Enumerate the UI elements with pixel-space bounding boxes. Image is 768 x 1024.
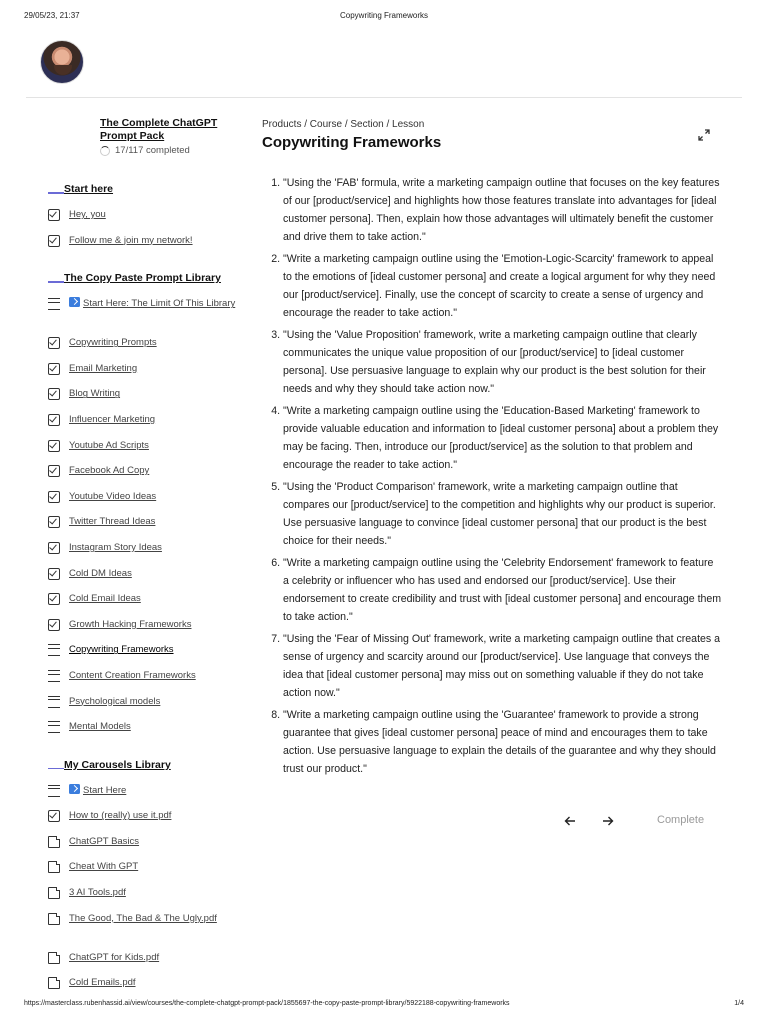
file-icon: [48, 861, 60, 873]
check-icon: [48, 337, 60, 349]
lines-icon: [48, 696, 60, 708]
check-icon: [48, 491, 60, 503]
sidebar-lesson-item[interactable]: [48, 336, 244, 362]
sidebar-lesson-text: ChatGPT for Kids.pdf: [69, 951, 160, 963]
file-icon: [48, 952, 60, 964]
sidebar-lesson-item[interactable]: [48, 490, 244, 516]
sidebar-lesson-text: Mental Models: [69, 721, 131, 733]
sidebar-lesson-label: [69, 412, 155, 427]
lesson-content: [262, 174, 722, 782]
check-icon: [48, 209, 60, 221]
check-icon: [48, 414, 60, 426]
expand-icon[interactable]: [698, 129, 710, 141]
file-icon: [48, 836, 60, 848]
prompt-item: 6. "Write a marketing campaign outline using the 'Celebrity Endorsement' framework to feature a celebrity or influencer who has used and endorsed our [product/service]. Use their endorsement to create credibility and trust with [ideal customer persona] and encourage them to take action.": [283, 554, 722, 626]
check-icon: [48, 516, 60, 528]
check-icon: [48, 388, 60, 400]
sidebar-lesson-item[interactable]: [48, 784, 244, 810]
sidebar-section-title[interactable]: [48, 182, 244, 196]
sidebar-lesson-label: [69, 566, 132, 581]
prompt-item: 1. "Using the 'FAB' formula, write a marketing campaign outline that focuses on the key features of our [product/service] and highlights how those features translate into advantages for [ideal customer persona]. Then, explain how those advantages will ultimately benefit the customer and drive them to take action.": [283, 174, 722, 246]
arrow-emoji-icon: [69, 297, 80, 307]
sidebar-lesson-text: Cheat With GPT: [69, 861, 139, 873]
sidebar-section: [48, 182, 244, 259]
sidebar-lesson-item[interactable]: [48, 464, 244, 490]
sidebar-lesson-label: [69, 489, 156, 504]
check-icon: [48, 235, 60, 247]
print-date: 29/05/23, 21:37: [24, 11, 80, 20]
sidebar-section: [48, 758, 244, 1002]
sidebar-lesson-text: Content Creation Frameworks: [69, 669, 196, 681]
sidebar-lesson-label: [69, 296, 235, 311]
sidebar-lesson-item[interactable]: [48, 515, 244, 541]
sidebar-lesson-label: [69, 438, 149, 453]
lines-icon: [48, 298, 60, 310]
sidebar-lesson-item[interactable]: [48, 413, 244, 439]
sidebar-lesson-label: [69, 783, 126, 798]
check-icon: [48, 440, 60, 452]
lesson-nav: [562, 813, 722, 831]
check-icon: [48, 568, 60, 580]
prompt-item: 7. "Using the 'Fear of Missing Out' framework, write a marketing campaign outline that creates a sense of urgency and scarcity around our [product/service]. Use language that conveys the idea that [ideal customer persona] may miss out on something valuable if they do not take action now.": [283, 630, 722, 702]
sidebar-lesson-label: [69, 719, 131, 734]
sidebar-lesson-item[interactable]: [48, 234, 244, 260]
sidebar-lesson-text: Twitter Thread Ideas: [69, 516, 156, 528]
breadcrumb: Products / Course / Section / Lesson: [262, 119, 425, 130]
sidebar-lesson-text: Facebook Ad Copy: [69, 465, 150, 477]
sidebar-lesson-text: Cold Email Ideas: [69, 593, 141, 605]
sidebar-lesson-item[interactable]: [48, 567, 244, 593]
sidebar-lesson-label: [69, 514, 155, 529]
sidebar-lesson-label: [69, 975, 136, 990]
print-header: [24, 11, 744, 23]
sidebar-lesson-text: Email Marketing: [69, 362, 138, 374]
sidebar-lesson-item[interactable]: [48, 809, 244, 835]
file-icon: [48, 977, 60, 989]
sidebar-lesson-item[interactable]: [48, 720, 244, 746]
sidebar-lesson-label: [69, 859, 138, 874]
sidebar-lesson-label: [69, 335, 157, 350]
complete-button[interactable]: Complete: [657, 814, 705, 826]
progress-text: 17/117 completed: [115, 145, 190, 156]
sidebar-lesson-item[interactable]: [48, 976, 244, 1002]
sidebar-lesson-text: Start Here: The Limit Of This Library: [83, 298, 236, 310]
print-footer: [24, 1000, 744, 1010]
check-icon: [48, 619, 60, 631]
check-icon: [48, 465, 60, 477]
lines-icon: [48, 670, 60, 682]
print-page-number: 1/4: [734, 1000, 744, 1007]
sidebar-lesson-label: [69, 361, 137, 376]
sidebar-lesson-item[interactable]: [48, 592, 244, 618]
sidebar-lesson-label: [69, 591, 141, 606]
prompt-item: 3. "Using the 'Value Proposition' framework, write a marketing campaign outline that clearly communicates the unique value proposition of our [product/service] to [ideal customer persona]. Use persuasive language to explain why our product is the best solution for their needs and why they should take action now.": [283, 326, 722, 398]
sidebar-lesson-item[interactable]: [48, 886, 244, 912]
lines-icon: [48, 785, 60, 797]
sidebar-lesson-text: The Good, The Bad & The Ugly.pdf: [69, 912, 217, 924]
sidebar-section-title[interactable]: [48, 758, 244, 772]
prompt-item: 5. "Using the 'Product Comparison' framework, write a marketing campaign outline that compares our [product/service] to the competition and highlights why our product is superior. Use persuasive language to convince [ideal customer persona] that our product is the best choice for their needs.": [283, 478, 722, 550]
sidebar-lesson-label: [69, 808, 171, 823]
sidebar-lesson-text: Copywriting Frameworks: [69, 644, 174, 656]
previous-lesson-arrow-icon[interactable]: [564, 815, 576, 827]
sidebar-lesson-item[interactable]: [48, 439, 244, 465]
page-title: Copywriting Frameworks: [262, 134, 442, 151]
sidebar-lesson-text: Copywriting Prompts: [69, 337, 157, 349]
sidebar-lesson-text: Youtube Ad Scripts: [69, 439, 149, 451]
sidebar-lesson-text: Psychological models: [69, 695, 161, 707]
section-accent-bar: [48, 768, 64, 770]
sidebar-lesson-item[interactable]: [48, 387, 244, 413]
lines-icon: [48, 721, 60, 733]
section-accent-bar: [48, 281, 64, 283]
sidebar-lesson-text: Influencer Marketing: [69, 413, 156, 425]
sidebar-lesson-label: [69, 540, 162, 555]
file-icon: [48, 887, 60, 899]
sidebar-lesson-label: [69, 207, 106, 222]
sidebar-lesson-label: [69, 463, 149, 478]
print-title: Copywriting Frameworks: [339, 11, 429, 20]
sidebar-lesson-item[interactable]: [48, 541, 244, 567]
sidebar-lesson-text: 3 AI Tools.pdf: [69, 887, 126, 899]
sidebar-section-title-text: My Carousels Library: [64, 758, 171, 771]
header-divider: [26, 97, 742, 98]
section-list: [48, 182, 244, 1002]
check-icon: [48, 542, 60, 554]
sidebar-lesson-text: ChatGPT Basics: [69, 835, 140, 847]
prompt-item: 4. "Write a marketing campaign outline using the 'Education-Based Marketing' framework to provide valuable education and information to [ideal customer persona] about a problem they may be facing. Then, introduce our [product/service] as the solution to that problem and encourage the reader to take action.": [283, 402, 722, 474]
check-icon: [48, 810, 60, 822]
sidebar-lesson-item[interactable]: [48, 297, 244, 336]
sidebar-lesson-text: Hey, you: [69, 209, 106, 220]
course-progress: [100, 145, 244, 156]
sidebar-lesson-label: [69, 668, 196, 683]
course-title[interactable]: The Complete ChatGPT Prompt Pack: [100, 117, 218, 142]
sidebar-lesson-text: Follow me & join my network!: [69, 234, 193, 246]
lines-icon: [48, 644, 60, 656]
sidebar-lesson-label: [69, 694, 160, 709]
sidebar-lesson-item[interactable]: [48, 643, 244, 669]
sidebar-lesson-item[interactable]: [48, 860, 244, 886]
sidebar-lesson-text: Cold DM Ideas: [69, 567, 132, 579]
sidebar-lesson-label: [69, 885, 126, 900]
course-sidebar: [48, 112, 244, 1002]
print-url: https://masterclass.rubenhassid.ai/view/courses/the-complete-chatgpt-prompt-pack/1855697-the-copy-paste-prompt-library/5922188-copywriting-frameworks: [24, 1000, 510, 1007]
check-icon: [48, 593, 60, 605]
sidebar-section-title[interactable]: [48, 271, 244, 285]
sidebar-lesson-text: Youtube Video Ideas: [69, 490, 157, 502]
sidebar-lesson-text: Instagram Story Ideas: [69, 541, 162, 553]
prompt-list: [262, 174, 722, 778]
sidebar-lesson-text: Blog Writing: [69, 388, 121, 400]
sidebar-section-title-text: Start here: [64, 183, 114, 195]
sidebar-lesson-item[interactable]: [48, 951, 244, 977]
sidebar-lesson-label: [69, 911, 217, 926]
sidebar-lesson-text: Start Here: [83, 784, 127, 796]
check-icon: [48, 363, 60, 375]
sidebar-lesson-label: [69, 642, 174, 657]
sidebar-lesson-item[interactable]: [48, 835, 244, 861]
sidebar-lesson-label: [69, 233, 193, 248]
avatar[interactable]: [40, 40, 84, 84]
next-lesson-arrow-icon[interactable]: [602, 815, 614, 827]
arrow-emoji-icon: [69, 784, 80, 794]
progress-ring-icon: [100, 146, 110, 156]
file-icon: [48, 913, 60, 925]
sidebar-section: [48, 271, 244, 746]
sidebar-lesson-item[interactable]: [48, 618, 244, 644]
sidebar-lesson-label: [69, 950, 159, 965]
section-accent-bar: [48, 192, 64, 194]
sidebar-lesson-text: Cold Emails.pdf: [69, 977, 136, 989]
sidebar-lesson-label: [69, 386, 120, 401]
sidebar-lesson-label: [69, 617, 191, 632]
prompt-item: 2. "Write a marketing campaign outline using the 'Emotion-Logic-Scarcity' framework to appeal to the emotions of [ideal customer persona] and create a logical argument for why they need our [product/service]. Finally, use the concept of scarcity to create a sense of urgency and encourage the reader to take action.": [283, 250, 722, 322]
sidebar-section-title-text: The Copy Paste Prompt Library: [64, 272, 221, 285]
prompt-item: 8. "Write a marketing campaign outline using the 'Guarantee' framework to provide a strong guarantee that gives [ideal customer persona] peace of mind and encourages them to take action. Use persuasive language to explain the details of the guarantee and why they should trust our product.": [283, 706, 722, 778]
sidebar-lesson-item[interactable]: [48, 695, 244, 721]
sidebar-lesson-text: How to (really) use it.pdf: [69, 810, 172, 822]
sidebar-lesson-item[interactable]: [48, 912, 244, 951]
sidebar-lesson-item[interactable]: [48, 669, 244, 695]
sidebar-lesson-item[interactable]: [48, 208, 244, 234]
sidebar-lesson-label: [69, 834, 139, 849]
sidebar-lesson-item[interactable]: [48, 362, 244, 388]
sidebar-lesson-text: Growth Hacking Frameworks: [69, 618, 192, 630]
